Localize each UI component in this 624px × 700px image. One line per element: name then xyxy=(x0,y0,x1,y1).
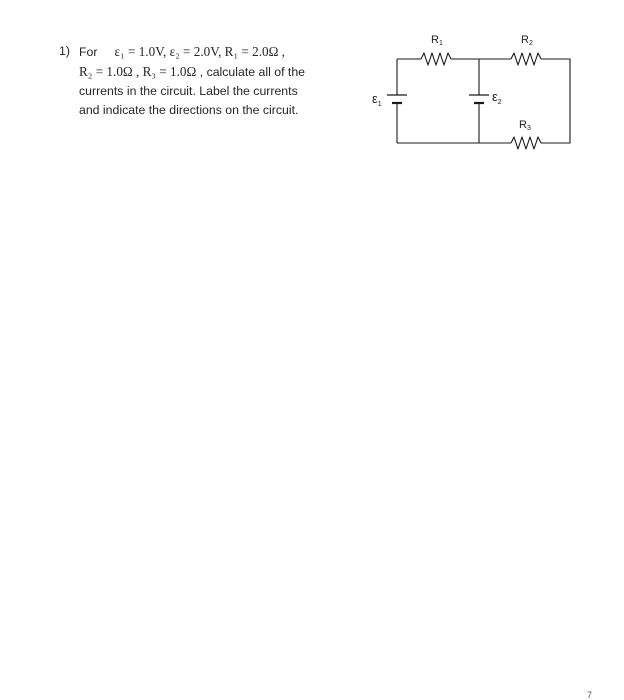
label-r3: R3 xyxy=(519,119,531,132)
given-r2-r3: R₂ = 1.0Ω , R₃ = 1.0Ω xyxy=(79,64,197,79)
problem-line-2-text: , calculate all of the xyxy=(199,65,306,79)
wire-right xyxy=(541,59,570,143)
problem-line-4: and indicate the directions on the circuit. xyxy=(79,103,299,117)
page-number: 7 xyxy=(586,690,592,700)
problem-intro: For xyxy=(79,45,98,59)
label-r1: R1 xyxy=(431,34,443,47)
label-e2: $\varepsilon_2$ xyxy=(492,89,502,106)
battery-e2 xyxy=(469,95,489,103)
resistor-r3 xyxy=(511,137,541,149)
resistor-r2 xyxy=(511,53,541,65)
label-r2: R2 xyxy=(521,34,533,47)
battery-e1 xyxy=(387,95,407,103)
resistor-r1 xyxy=(421,53,451,65)
problem-number: 1) xyxy=(59,44,70,58)
label-e1: $\varepsilon_1$ xyxy=(372,91,382,108)
problem-line-3: currents in the circuit. Label the currents xyxy=(79,84,298,98)
given-emf-and-r1: ε₁ = 1.0V, ε₂ = 2.0V, R₁ = 2.0Ω , xyxy=(114,44,285,59)
